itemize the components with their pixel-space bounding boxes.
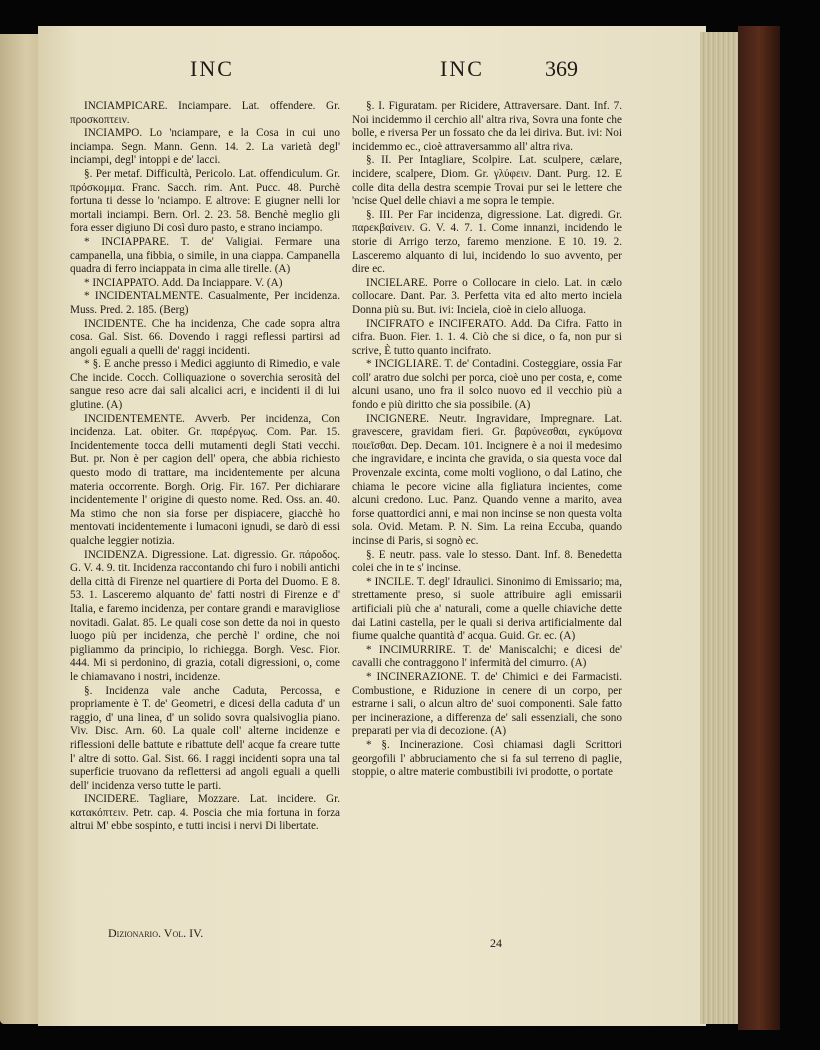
- entry: §. E neutr. pass. vale lo stesso. Dant. Inf. 8. Benedetta colei che in te s' incinse.: [352, 548, 622, 575]
- left-column: [70, 100, 340, 834]
- entry: * §. Incinerazione. Così chiamasi dagli Scrittori georgofili l' abbruciamento che si fa sul terreno di paglie, stoppie, o altre materie combustibili ivi prodotte, o portate: [352, 738, 622, 779]
- page-number: 369: [545, 56, 578, 81]
- entry: INCIFRATO e INCIFERATO. Add. Da Cifra. Fatto in cifra. Buon. Fier. 1. 1. 4. Ciò che si dice, o fa, non pur si scrive, È tutto quanto incifrato.: [352, 317, 622, 357]
- entry: INCIDENTE. Che ha incidenza, Che cade sopra altra cosa. Gal. Sist. 66. Dovendo i raggi reflessi partirsi ad angoli eguali a quelli de' raggi incidenti.: [70, 317, 340, 357]
- book-cover: [738, 26, 780, 1030]
- entry: * INCIAPPARE. T. de' Valigiai. Fermare una campanella, una fibbia, o simile, in una ciappa. Campanella quadra di ferro inciappata in cima alle tirelle. (A): [70, 235, 340, 276]
- entry: §. Incidenza vale anche Caduta, Percossa, e propriamente è T. de' Geometri, e dicesi della caduta d' un raggio, d' una linea, d' un solido sovra qualsivoglia piano. Viv. Disc. Arn. 60. La quale coll' alterne incidenze e riflessioni delle battute e ribattute dell' acque fa creare tutte l' altre di sotto. Gal. Sist. 66. I raggi incidenti sopra una tal superficie truovano da reflettersi ad angoli eguali a quelli dell' incidenza verso tutte le parti.: [70, 684, 340, 792]
- entry: INCIELARE. Porre o Collocare in cielo. Lat. in cælo collocare. Dant. Par. 3. Perfetta vita ed alto merto inciela Donna più su. But. ivi: Inciela, cioè in cielo alluoga.: [352, 276, 622, 316]
- signature-number: 24: [490, 936, 502, 950]
- entry: * INCINERAZIONE. T. de' Chimici e dei Farmacisti. Combustione, e Riduzione in cenere di un corpo, per estrarne i sali, o alcun altro de' suoi componenti. Sale fatto per incinerazione, a differenza de' sali essenziali, che sono preparati per via di decozione. (A): [352, 670, 622, 738]
- entry: * INCIAPPATO. Add. Da Inciappare. V. (A): [84, 276, 283, 289]
- running-head-left: INC: [190, 56, 234, 81]
- entry: * INCIDENTALMENTE. Casualmente, Per incidenza. Muss. Pred. 2. 185. (Berg): [70, 290, 340, 316]
- entry: INCIDENZA. Digressione. Lat. digressio. Gr. πάροδος. G. V. 4. 9. tit. Incidenza raccontando chi furo i nobili antichi della città di Firenze nel quartiere di Porta del Duomo. E 8. 53. 1. Lasceremo alquanto de' fatti nostri di Firenze e d' Italia, e faremo incidenza, per contare grandi e maravigliose novitadi. Galat. 85. Le quali cose son dette da noi in questo luogo più per incidenza, che perchè l' ordine, che noi pigliammo da principio, lo richiegga. Borgh. Vesc. Fior. 444. Mi si perdonino, di grazia, cotali digressioni, o, come le chiamavano i nostri, incidenze.: [70, 548, 340, 683]
- entry: INCIGNERE. Neutr. Ingravidare, Impregnare. Lat. gravescere, gravidam fieri. Gr. βαρύνεσθαι, εγκύμονα ποιεῖσθαι. Dep. Decam. 101. Incignere è a noi il medesimo che ingravidare, e incinta che gravida, o sia questa voce dal Provenzale excinta, come molti vogliono, o dal Latino, che chiama le pecore vicine alla figliatura incientes, come alcuni credono. Luc. Panz. Quando venne a marito, avea forse quattordici anni, e mai non incinse se non questa volta sola. Ovid. Metam. P. N. Sim. La reina Eccuba, quando incinse di Paris, si sognò ec.: [352, 412, 622, 547]
- entry: INCIAMPO. Lo 'nciampare, e la Cosa in cui uno inciampa. Segn. Mann. Genn. 14. 2. La varietà degl' inciampi, degl' intoppi e de' lacci.: [70, 127, 340, 167]
- entry: §. II. Per Intagliare, Scolpire. Lat. sculpere, cælare, incidere, scalpere, Diom. Gr. γλύφειν. Dant. Purg. 12. E colle dita della destra scempie Trovai pur sei le lettere che 'ncise Quel delle chiavi a me sopra le tempie.: [352, 154, 622, 208]
- page-stack-edge: [700, 32, 740, 1024]
- entry: * INCILE. T. degl' Idraulici. Sinonimo di Emissario; ma, strettamente preso, si suole attribuire agli emissarii artificiali più che a' naturali, come a quelle chiaviche dette dai Latini castella, per le quali si deriva artificialmente dal fiume qualche quantità d' acqua. Guid. Gr. ec. (A): [352, 575, 622, 643]
- entry: §. III. Per Far incidenza, digressione. Lat. digredi. Gr. παρεκβαίνειν. G. V. 4. 7. 1. Come innanzi, incidendo le storie di Arrigo terzo, faremo menzione. E 10. 19. 2. Lasceremo alquanto di lui, incidendo lo suo avvento, per dire ec.: [352, 208, 622, 276]
- entry: INCIDERE. Tagliare, Mozzare. Lat. incidere. Gr. κατακόπτειν. Petr. cap. 4. Poscia che mia fortuna in forza altrui M' ebbe sospinto, e tutti incisi i nervi Di libertate.: [70, 793, 340, 833]
- entry: INCIAMPICARE. Inciampare. Lat. offendere. Gr. προσκοπτειν.: [70, 100, 340, 126]
- entry: * INCIGLIARE. T. de' Contadini. Costeggiare, ossia Far coll' aratro due solchi per porca, cioè uno per costa, e, come alcuni usano, uno fra il solco nuovo ed il vecchio più a fondo e più diritto che sia possibile. (A): [352, 358, 622, 412]
- entry: INCIDENTEMENTE. Avverb. Per incidenza, Con incidenza. Lat. obiter. Gr. παρέργως. Com. Par. 15. Incidentemente tocca delli mutamenti degli Stati vecchi. But. pr. Non è per cagion dell' opera, che abbia richiesto questo modo di trattare, ma incidentemente per alcuna materia occorrente. Borgh. Orig. Fir. 167. Per dichiarare incidentemente l' origine di questo nome. Red. Oss. an. 40. Ma stimo che non sia forse per dispiacere, giacchè ho mentovati incidentemente i lumaconi ignudi, se darò di essi qualche leggier notizia.: [70, 412, 340, 547]
- entry: §. I. Figuratam. per Ricidere, Attraversare. Dant. Inf. 7. Noi incidemmo il cerchio all' altra riva, Sovra una fonte che bolle, e riversa Per un fossato che da lei diriva. But. ivi: Noi incidemmo ec., cioè attraversammo all' altra riva.: [352, 100, 622, 153]
- running-head-center: INC: [440, 56, 484, 81]
- signature-mark: Dizionario. Vol. IV.: [108, 926, 204, 940]
- entry: §. Per metaf. Difficultà, Pericolo. Lat. offendiculum. Gr. πρόσκομμα. Franc. Sacch. rim. Ant. Pucc. 48. Purchè fortuna ti desse lo 'nciampo. E altrove: E giugner nelli lor mortali inciampi. Bern. Orl. 2. 23. 58. Benchè meglio gli fora esser digiuno Di così duro pasto, e strano inciampo.: [70, 167, 340, 235]
- entry: * §. E anche presso i Medici aggiunto di Rimedio, e vale Che incide. Cocch. Colliquazione o soverchia serosità del sangue reso acre dai sali alcalici acri, e incidenti il di lui glutine. (A): [70, 358, 340, 412]
- entry: * INCIMURRIRE. T. de' Maniscalchi; e dicesi de' cavalli che contraggono l' infermità del cimurro. (A): [352, 643, 622, 670]
- right-column: [352, 100, 622, 780]
